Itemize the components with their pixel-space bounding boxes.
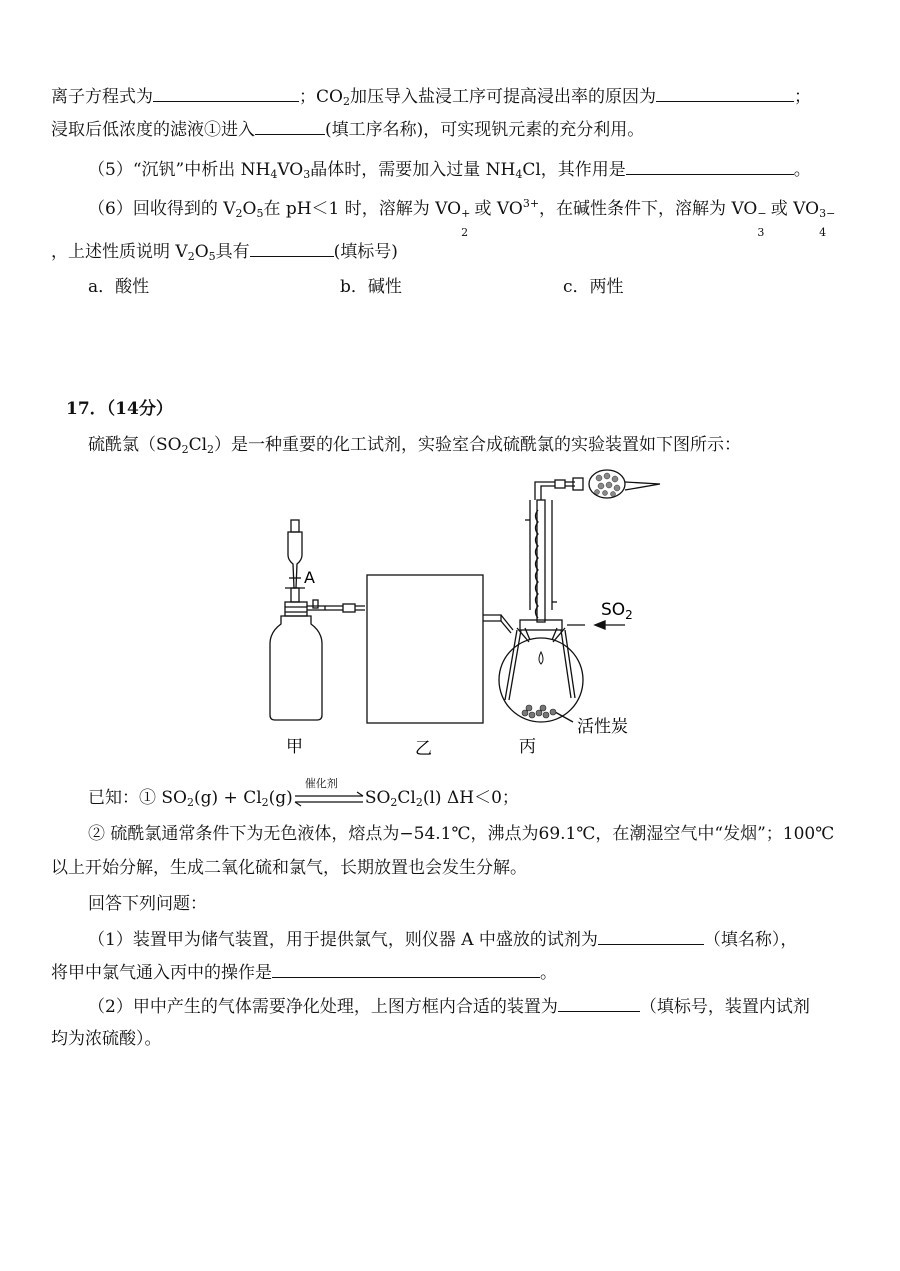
q16-part6-cont: ，上述性质说明 $V_2O_5$具有 (填标号) — [51, 242, 398, 263]
purification-box — [367, 575, 483, 723]
q16-line2: 浸取后低浓度的滤液①进入 (填工序名称)，可实现钒元素的充分利用。 — [51, 120, 645, 140]
q17-part2: （2）甲中产生的气体需要净化处理，上图方框内合适的装置为 （填标号，装置内试剂 — [88, 997, 810, 1017]
option-a: a．酸性 — [88, 277, 150, 297]
label-yi: 乙 — [415, 739, 432, 759]
carbon-leader — [555, 712, 573, 722]
option-c: c．两性 — [563, 277, 624, 297]
separatory-funnel — [288, 532, 302, 588]
q17-header: 17．（14分） — [66, 399, 173, 419]
apparatus-diagram — [255, 460, 675, 765]
q17-part1-cont: 将甲中氯气通入丙中的操作是 。 — [51, 963, 557, 983]
q16-part6: （6）回收得到的 $V_2O_5$在 pH＜1 时，溶解为 VO + 2 或 $VO^{3+}$，在碱性条件下，溶解为 VO − 3 或 VO 3− 4 — [88, 197, 836, 239]
q17-part1: （1）装置甲为储气装置，用于提供氯气，则仪器 A 中盛放的试剂为 （填名称）， — [88, 930, 798, 950]
option-b: b．碱性 — [340, 277, 402, 297]
reflux-condenser — [537, 500, 545, 622]
label-so2: $SO_2$ — [601, 600, 633, 622]
answer-blank[interactable] — [626, 158, 794, 175]
answer-blank[interactable] — [272, 961, 540, 978]
answer-blank[interactable] — [598, 928, 704, 945]
q17-intro: 硫酰氯$(SO_2Cl_2)$是一种重要的化工试剂，实验室合成硫酰氯的实验装置如下图所示： — [88, 435, 742, 456]
answer-blank[interactable] — [558, 995, 640, 1012]
answer-blank[interactable] — [255, 118, 325, 135]
answer-blank[interactable] — [153, 85, 299, 102]
desiccant-granules — [595, 473, 621, 497]
label-jia: 甲 — [286, 737, 303, 757]
q17-part2-cont: 均为浓硫酸）。 — [51, 1029, 162, 1049]
label-bing: 丙 — [519, 737, 536, 757]
known-reaction: 已知：① $SO_2(g) + Cl_2(g)$ 催化剂 $SO_2Cl_2(l)$ ΔH＜0； — [88, 776, 519, 809]
answer-blank[interactable] — [250, 240, 334, 257]
activated-carbon — [522, 705, 556, 718]
known-property: ② 硫酰氯通常条件下为无色液体，熔点为−54.1℃，沸点为69.1℃，在潮湿空气中“发烟”；100℃ — [88, 824, 835, 844]
answer-blank[interactable] — [656, 85, 794, 102]
answer-prompt: 回答下列问题： — [88, 894, 207, 914]
equilibrium-arrow: 催化剂 — [293, 791, 365, 807]
q16-part5: （5）“沉钒”中析出 $NH_4VO_3$晶体时，需要加入过量 $NH_4Cl$，其作用是 。 — [88, 160, 811, 181]
q16-text: 离子方程式为 — [51, 87, 153, 107]
gas-bottle — [270, 616, 322, 720]
q16-line1: 离子方程式为 ；$CO_2$加压导入盐浸工序可提高浸出率的原因为 ； — [51, 87, 811, 108]
label-a: A — [304, 568, 315, 587]
funnel-stopper — [291, 520, 299, 532]
known-property-cont: 以上开始分解，生成二氧化硫和氯气，长期放置也会发生分解。 — [51, 858, 527, 878]
label-activated-carbon: 活性炭 — [577, 717, 628, 737]
bottle-stopper — [285, 602, 307, 616]
